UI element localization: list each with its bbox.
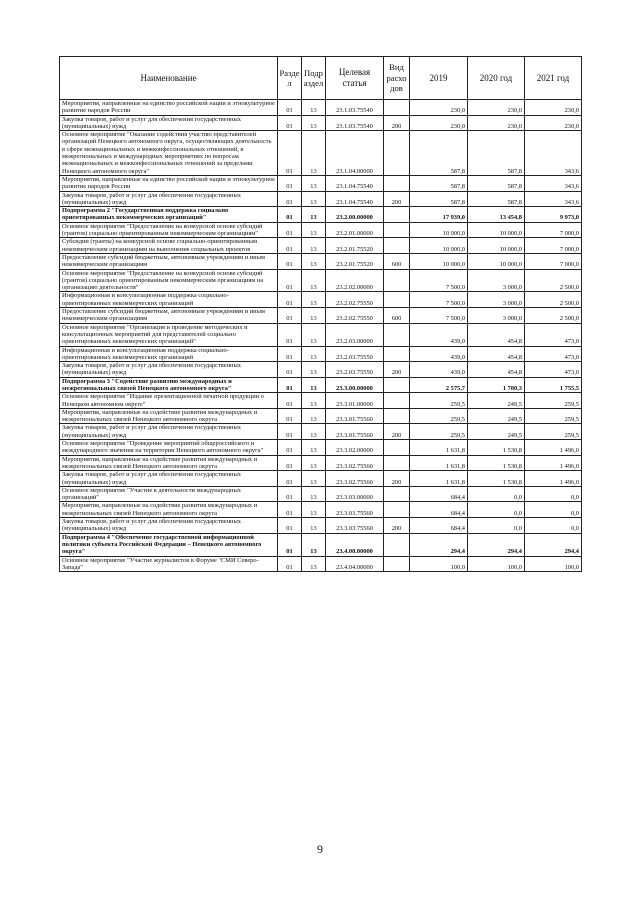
cell-2019: 259,5 [410, 393, 468, 409]
cell-podrazdel: 13 [302, 408, 326, 424]
cell-2021: 473,0 [525, 362, 582, 378]
cell-razdel: 01 [278, 502, 302, 518]
cell-2021: 2 500,0 [525, 292, 582, 308]
table-row [60, 222, 582, 238]
cell-target-article: 23.3.01.00000 [326, 393, 384, 409]
table-row [60, 424, 582, 440]
cell-expense-type: 200 [384, 362, 410, 378]
cell-podrazdel: 13 [302, 175, 326, 191]
cell-podrazdel: 13 [302, 269, 326, 292]
cell-2019: 230,0 [410, 100, 468, 116]
table-row [60, 323, 582, 346]
cell-expense-type [384, 440, 410, 456]
cell-expense-type [384, 222, 410, 238]
cell-name: Информационная и консультационная поддержка социально-ориентированных некоммерческих организаций [60, 292, 278, 308]
cell-expense-type [384, 323, 410, 346]
cell-target-article: 23.2.02.00000 [326, 269, 384, 292]
cell-name: Субсидии (гранты) на конкурсной основе социально-ориентированным некоммерческим организациям на выполнение социальных проектов [60, 238, 278, 254]
cell-expense-type [384, 393, 410, 409]
table-row [60, 100, 582, 116]
cell-razdel: 01 [278, 238, 302, 254]
cell-name: Подпрограмма 2 "Государственная поддержка социально ориентированных некоммерческих организаций" [60, 207, 278, 223]
cell-podrazdel: 13 [302, 238, 326, 254]
table-row [60, 518, 582, 534]
table-body [60, 100, 582, 572]
cell-2019: 259,5 [410, 424, 468, 440]
cell-2020: 230,0 [468, 100, 525, 116]
table-row [60, 377, 582, 393]
cell-2020: 10 000,0 [468, 238, 525, 254]
header-2021: 2021 год [525, 57, 582, 100]
cell-2021: 1 496,0 [525, 471, 582, 487]
table-row [60, 292, 582, 308]
header-expense-type: Вид расхо дов [384, 57, 410, 100]
cell-name: Закупка товаров, работ и услуг для обеспечения государственных (муниципальных) нужд [60, 471, 278, 487]
cell-razdel: 01 [278, 292, 302, 308]
cell-expense-type [384, 292, 410, 308]
table-row [60, 269, 582, 292]
table-row [60, 408, 582, 424]
cell-2020: 10 000,0 [468, 222, 525, 238]
cell-podrazdel: 13 [302, 377, 326, 393]
cell-expense-type [384, 346, 410, 362]
cell-2020: 1 530,8 [468, 471, 525, 487]
cell-podrazdel: 13 [302, 346, 326, 362]
cell-2020: 0,0 [468, 502, 525, 518]
cell-2021: 1 496,0 [525, 455, 582, 471]
table-row [60, 362, 582, 378]
cell-podrazdel: 13 [302, 115, 326, 131]
cell-name: Информационная и консультационная поддержка социально-ориентированных некоммерческих организаций [60, 346, 278, 362]
cell-razdel: 01 [278, 100, 302, 116]
cell-2020: 13 454,8 [468, 207, 525, 223]
table-row [60, 455, 582, 471]
table-row [60, 533, 582, 556]
cell-podrazdel: 13 [302, 440, 326, 456]
cell-2021: 259,5 [525, 424, 582, 440]
cell-podrazdel: 13 [302, 518, 326, 534]
cell-razdel: 01 [278, 115, 302, 131]
cell-razdel: 01 [278, 518, 302, 534]
cell-2020: 10 000,0 [468, 253, 525, 269]
cell-2020: 587,8 [468, 175, 525, 191]
cell-podrazdel: 13 [302, 424, 326, 440]
cell-name: Закупка товаров, работ и услуг для обеспечения государственных (муниципальных) нужд [60, 424, 278, 440]
cell-2019: 587,8 [410, 191, 468, 207]
cell-target-article: 23.2.03.75550 [326, 346, 384, 362]
header-podrazdel: Подр аздел [302, 57, 326, 100]
cell-name: Мероприятия, направленные на единство российской нации и этнокультурное развитие народов России [60, 100, 278, 116]
cell-podrazdel: 13 [302, 556, 326, 572]
budget-table [59, 56, 582, 572]
cell-razdel: 01 [278, 207, 302, 223]
cell-razdel: 01 [278, 377, 302, 393]
cell-target-article: 23.3.02.75560 [326, 455, 384, 471]
cell-2020: 0,0 [468, 486, 525, 502]
cell-2019: 17 939,0 [410, 207, 468, 223]
cell-expense-type [384, 502, 410, 518]
cell-name: Предоставление субсидий бюджетным, автономным учреждениям и иным некоммерческим организациям [60, 253, 278, 269]
cell-razdel: 01 [278, 323, 302, 346]
cell-2021: 7 000,0 [525, 222, 582, 238]
cell-expense-type [384, 533, 410, 556]
cell-2021: 7 000,0 [525, 238, 582, 254]
cell-name: Мероприятия, направленные на содействие развития международных и межрегиональных связей Ненецкого автономного округа [60, 455, 278, 471]
cell-razdel: 01 [278, 269, 302, 292]
cell-expense-type: 200 [384, 115, 410, 131]
cell-target-article: 23.3.00.00000 [326, 377, 384, 393]
cell-2019: 1 631,8 [410, 455, 468, 471]
cell-podrazdel: 13 [302, 292, 326, 308]
cell-2021: 0,0 [525, 518, 582, 534]
cell-2021: 2 500,0 [525, 308, 582, 324]
table-row [60, 346, 582, 362]
cell-target-article: 23.3.02.00000 [326, 440, 384, 456]
cell-target-article: 23.3.03.75560 [326, 502, 384, 518]
cell-razdel: 01 [278, 424, 302, 440]
cell-2020: 1 530,8 [468, 455, 525, 471]
cell-2021: 230,0 [525, 100, 582, 116]
cell-2020: 454,8 [468, 346, 525, 362]
cell-expense-type: 200 [384, 471, 410, 487]
cell-2021: 7 000,0 [525, 253, 582, 269]
cell-razdel: 01 [278, 308, 302, 324]
cell-target-article: 23.3.01.75560 [326, 408, 384, 424]
cell-2019: 684,4 [410, 518, 468, 534]
cell-2019: 10 000,0 [410, 253, 468, 269]
cell-podrazdel: 13 [302, 455, 326, 471]
cell-2021: 0,0 [525, 486, 582, 502]
cell-podrazdel: 13 [302, 533, 326, 556]
cell-target-article: 23.3.03.00000 [326, 486, 384, 502]
cell-target-article: 23.1.04.00000 [326, 131, 384, 176]
cell-target-article: 23.1.03.75540 [326, 100, 384, 116]
cell-2019: 1 631,8 [410, 440, 468, 456]
cell-target-article: 23.3.02.75560 [326, 471, 384, 487]
cell-razdel: 01 [278, 175, 302, 191]
header-razdel: Разде л [278, 57, 302, 100]
cell-expense-type [384, 269, 410, 292]
cell-2021: 343,6 [525, 175, 582, 191]
cell-2019: 100,0 [410, 556, 468, 572]
cell-2020: 1 530,8 [468, 440, 525, 456]
header-name: Наименование [60, 57, 278, 100]
cell-target-article: 23.2.01.00000 [326, 222, 384, 238]
cell-2021: 294,4 [525, 533, 582, 556]
cell-podrazdel: 13 [302, 362, 326, 378]
cell-2020: 587,8 [468, 131, 525, 176]
cell-expense-type [384, 486, 410, 502]
cell-razdel: 01 [278, 486, 302, 502]
header-2020: 2020 год [468, 57, 525, 100]
cell-2021: 0,0 [525, 502, 582, 518]
cell-razdel: 01 [278, 131, 302, 176]
cell-podrazdel: 13 [302, 207, 326, 223]
cell-name: Основное мероприятие "Оказание содействия участию представителей организаций Ненецкого автономного округа, осуществляющих деятельность в сфере межнациональных и межконфессиональных отношений, в межрегиональных и международных мероприятиях по вопросам межнациональных и межконфессиональных отношений за пределами Ненецкого автономного округа" [60, 131, 278, 176]
cell-2019: 259,5 [410, 408, 468, 424]
table-row [60, 191, 582, 207]
cell-expense-type: 600 [384, 253, 410, 269]
table-row [60, 393, 582, 409]
table-row [60, 207, 582, 223]
cell-name: Закупка товаров, работ и услуг для обеспечения государственных (муниципальных) нужд [60, 362, 278, 378]
cell-expense-type [384, 207, 410, 223]
cell-target-article: 23.2.02.75550 [326, 292, 384, 308]
cell-2020: 0,0 [468, 518, 525, 534]
cell-expense-type [384, 131, 410, 176]
cell-target-article: 23.2.01.75520 [326, 238, 384, 254]
table-row [60, 175, 582, 191]
table-row [60, 471, 582, 487]
cell-name: Основное мероприятие "Издание презентационной печатной продукции о Ненецком автономном округе" [60, 393, 278, 409]
cell-name: Подпрограмма 3 "Содействие развитию международных и межрегиональных связей Ненецкого автономного округа" [60, 377, 278, 393]
cell-target-article: 23.4.04.00000 [326, 556, 384, 572]
cell-2021: 2 500,0 [525, 269, 582, 292]
cell-razdel: 01 [278, 556, 302, 572]
cell-2020: 454,8 [468, 323, 525, 346]
cell-expense-type [384, 377, 410, 393]
cell-2020: 249,5 [468, 408, 525, 424]
table-row [60, 115, 582, 131]
cell-target-article: 23.2.00.00000 [326, 207, 384, 223]
cell-target-article: 23.2.02.75550 [326, 308, 384, 324]
cell-expense-type [384, 455, 410, 471]
cell-razdel: 01 [278, 362, 302, 378]
page-number: 9 [317, 842, 323, 856]
cell-podrazdel: 13 [302, 253, 326, 269]
table-row [60, 486, 582, 502]
cell-name: Основное мероприятие "Организация и проведение методических и консультационных мероприятий для представителей социально ориентированных некоммерческих организаций" [60, 323, 278, 346]
cell-podrazdel: 13 [302, 131, 326, 176]
cell-2019: 294,4 [410, 533, 468, 556]
cell-2021: 343,6 [525, 191, 582, 207]
cell-razdel: 01 [278, 533, 302, 556]
cell-2019: 2 575,7 [410, 377, 468, 393]
cell-target-article: 23.1.04.75540 [326, 191, 384, 207]
cell-name: Основное мероприятие "Предоставление на конкурсной основе субсидий (грантов) социально ориентированным некоммерческим организациям на организацию деятельности" [60, 269, 278, 292]
table-row [60, 253, 582, 269]
cell-2020: 1 780,3 [468, 377, 525, 393]
cell-expense-type [384, 238, 410, 254]
header-target-article: Целевая статья [326, 57, 384, 100]
cell-expense-type [384, 408, 410, 424]
cell-expense-type: 600 [384, 308, 410, 324]
table-row [60, 308, 582, 324]
cell-2021: 343,6 [525, 131, 582, 176]
cell-target-article: 23.3.01.75560 [326, 424, 384, 440]
cell-razdel: 01 [278, 408, 302, 424]
cell-2021: 230,0 [525, 115, 582, 131]
cell-name: Мероприятия, направленные на содействие развития международных и межрегиональных связей Ненецкого автономного округа [60, 408, 278, 424]
cell-2019: 684,4 [410, 502, 468, 518]
cell-2021: 9 973,0 [525, 207, 582, 223]
cell-razdel: 01 [278, 253, 302, 269]
cell-expense-type: 200 [384, 518, 410, 534]
cell-2019: 587,8 [410, 175, 468, 191]
cell-2021: 259,5 [525, 408, 582, 424]
cell-podrazdel: 13 [302, 100, 326, 116]
cell-name: Подпрограмма 4 "Обеспечение государственной информационной политики субъекта Российской Федерации – Ненецкого автономного округа" [60, 533, 278, 556]
cell-2019: 230,0 [410, 115, 468, 131]
cell-2019: 10 000,0 [410, 238, 468, 254]
cell-2019: 7 500,0 [410, 292, 468, 308]
cell-2019: 439,0 [410, 346, 468, 362]
cell-podrazdel: 13 [302, 191, 326, 207]
cell-podrazdel: 13 [302, 502, 326, 518]
cell-name: Мероприятия, направленные на содействие развития международных и межрегиональных связей Ненецкого автономного округа [60, 502, 278, 518]
cell-expense-type [384, 556, 410, 572]
cell-expense-type: 200 [384, 191, 410, 207]
cell-target-article: 23.4.00.00000 [326, 533, 384, 556]
cell-2019: 684,4 [410, 486, 468, 502]
cell-2020: 249,5 [468, 393, 525, 409]
cell-podrazdel: 13 [302, 471, 326, 487]
cell-2020: 3 000,0 [468, 292, 525, 308]
cell-podrazdel: 13 [302, 308, 326, 324]
cell-target-article: 23.1.03.75540 [326, 115, 384, 131]
cell-2021: 473,0 [525, 323, 582, 346]
cell-2020: 294,4 [468, 533, 525, 556]
cell-2019: 439,0 [410, 362, 468, 378]
cell-2021: 259,5 [525, 393, 582, 409]
cell-2021: 1 755,5 [525, 377, 582, 393]
cell-podrazdel: 13 [302, 486, 326, 502]
cell-target-article: 23.2.03.75550 [326, 362, 384, 378]
cell-2020: 587,8 [468, 191, 525, 207]
cell-razdel: 01 [278, 440, 302, 456]
cell-name: Мероприятия, направленные на единство российской нации и этнокультурное развитие народов России [60, 175, 278, 191]
table-row [60, 440, 582, 456]
cell-podrazdel: 13 [302, 323, 326, 346]
cell-expense-type [384, 175, 410, 191]
cell-razdel: 01 [278, 191, 302, 207]
cell-name: Закупка товаров, работ и услуг для обеспечения государственных (муниципальных) нужд [60, 115, 278, 131]
cell-razdel: 01 [278, 346, 302, 362]
cell-expense-type: 200 [384, 424, 410, 440]
cell-2019: 10 000,0 [410, 222, 468, 238]
cell-2020: 230,0 [468, 115, 525, 131]
table-header [60, 57, 582, 100]
cell-name: Предоставление субсидий бюджетным, автономным учреждениям и иным некоммерческим организациям [60, 308, 278, 324]
cell-razdel: 01 [278, 455, 302, 471]
cell-target-article: 23.3.03.75560 [326, 518, 384, 534]
cell-razdel: 01 [278, 471, 302, 487]
cell-2021: 100,0 [525, 556, 582, 572]
table-row [60, 502, 582, 518]
cell-razdel: 01 [278, 393, 302, 409]
cell-2020: 454,8 [468, 362, 525, 378]
cell-name: Основное мероприятие "Проведение мероприятий общероссийского и международного значения на территории Ненецкого автономного округа" [60, 440, 278, 456]
cell-expense-type [384, 100, 410, 116]
cell-2021: 1 496,0 [525, 440, 582, 456]
cell-name: Основное мероприятие "Участие журналистов в Форуме "СМИ Северо-Запада" [60, 556, 278, 572]
cell-2020: 3 000,0 [468, 308, 525, 324]
cell-2019: 587,8 [410, 131, 468, 176]
header-2019: 2019 [410, 57, 468, 100]
cell-name: Закупка товаров, работ и услуг для обеспечения государственных (муниципальных) нужд [60, 518, 278, 534]
cell-2019: 1 631,8 [410, 471, 468, 487]
cell-2019: 7 500,0 [410, 269, 468, 292]
cell-2020: 249,5 [468, 424, 525, 440]
cell-2019: 439,0 [410, 323, 468, 346]
cell-2019: 7 500,0 [410, 308, 468, 324]
cell-name: Основное мероприятие "Участие в деятельности международных организаций" [60, 486, 278, 502]
cell-target-article: 23.1.04.75540 [326, 175, 384, 191]
table-row [60, 556, 582, 572]
cell-name: Закупка товаров, работ и услуг для обеспечения государственных (муниципальных) нужд [60, 191, 278, 207]
cell-podrazdel: 13 [302, 222, 326, 238]
cell-target-article: 23.2.01.75520 [326, 253, 384, 269]
table-row [60, 238, 582, 254]
cell-podrazdel: 13 [302, 393, 326, 409]
cell-2021: 473,0 [525, 346, 582, 362]
cell-razdel: 01 [278, 222, 302, 238]
cell-target-article: 23.2.03.00000 [326, 323, 384, 346]
cell-2020: 100,0 [468, 556, 525, 572]
cell-2020: 3 000,0 [468, 269, 525, 292]
cell-name: Основное мероприятие "Предоставление на конкурсной основе субсидий (грантов) социально ориентированным некоммерческим организациям" [60, 222, 278, 238]
table-row [60, 131, 582, 176]
